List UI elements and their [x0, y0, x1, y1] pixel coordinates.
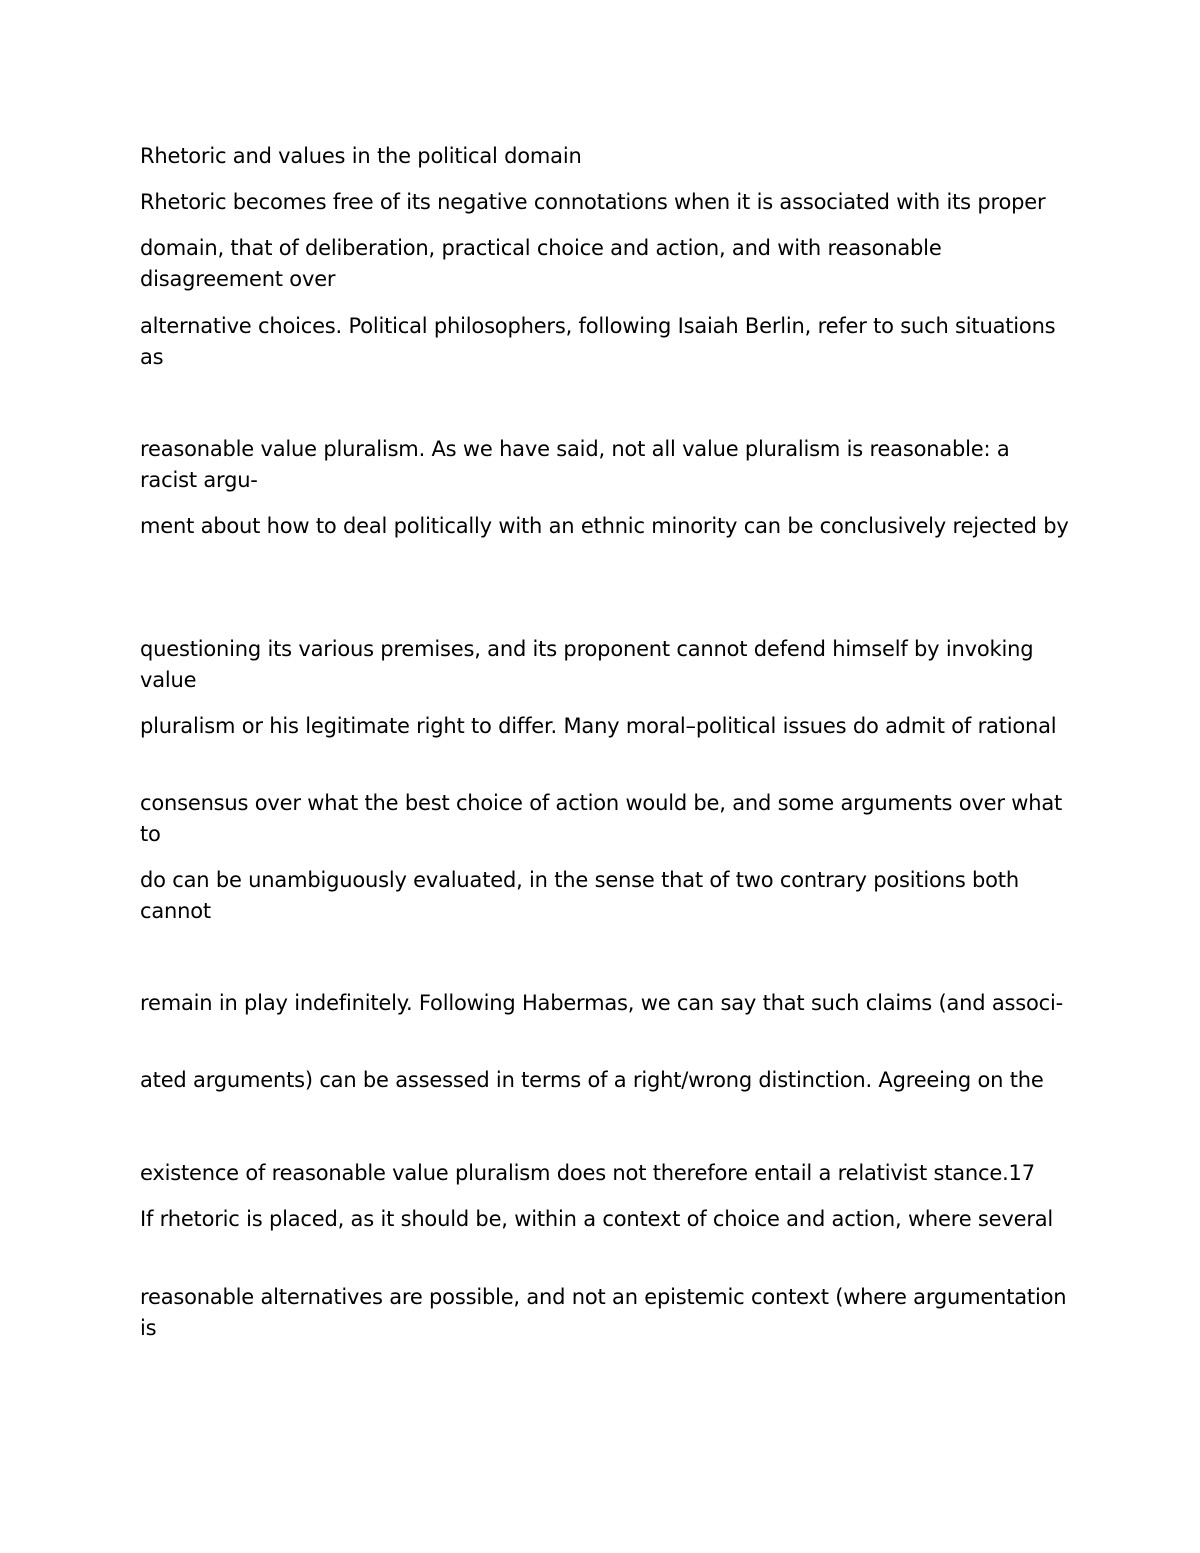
paragraph-line: Rhetoric becomes free of its negative connotations when it is associated with its proper: [140, 190, 1046, 214]
paragraph-line: remain in play indefinitely. Following Habermas, we can say that such claims (and associ-: [140, 991, 1064, 1015]
paragraph-line: domain, that of deliberation, practical choice and action, and with reasonable disagreement over: [140, 236, 942, 291]
paragraph-line: reasonable value pluralism. As we have said, not all value pluralism is reasonable: a racist argu-: [140, 437, 1010, 492]
paragraph-line: reasonable alternatives are possible, and not an epistemic context (where argumentation is: [140, 1285, 1067, 1340]
paragraph-line: ated arguments) can be assessed in terms of a right/wrong distinction. Agreeing on the: [140, 1068, 1044, 1092]
paragraph-line: existence of reasonable value pluralism does not therefore entail a relativist stance.17: [140, 1161, 1035, 1185]
paragraph-line: alternative choices. Political philosophers, following Isaiah Berlin, refer to such situations as: [140, 314, 1056, 369]
paragraph-line: ment about how to deal politically with an ethnic minority can be conclusively rejected by: [140, 514, 1069, 538]
paragraph-line: do can be unambiguously evaluated, in the sense that of two contrary positions both cannot: [140, 868, 1019, 923]
document-heading: Rhetoric and values in the political domain: [140, 144, 582, 168]
paragraph-line: consensus over what the best choice of action would be, and some arguments over what to: [140, 791, 1063, 846]
paragraph-line: questioning its various premises, and its proponent cannot defend himself by invoking value: [140, 637, 1034, 692]
paragraph-line: If rhetoric is placed, as it should be, within a context of choice and action, where several: [140, 1207, 1054, 1231]
paragraph-line: pluralism or his legitimate right to differ. Many moral–political issues do admit of rational: [140, 714, 1057, 738]
